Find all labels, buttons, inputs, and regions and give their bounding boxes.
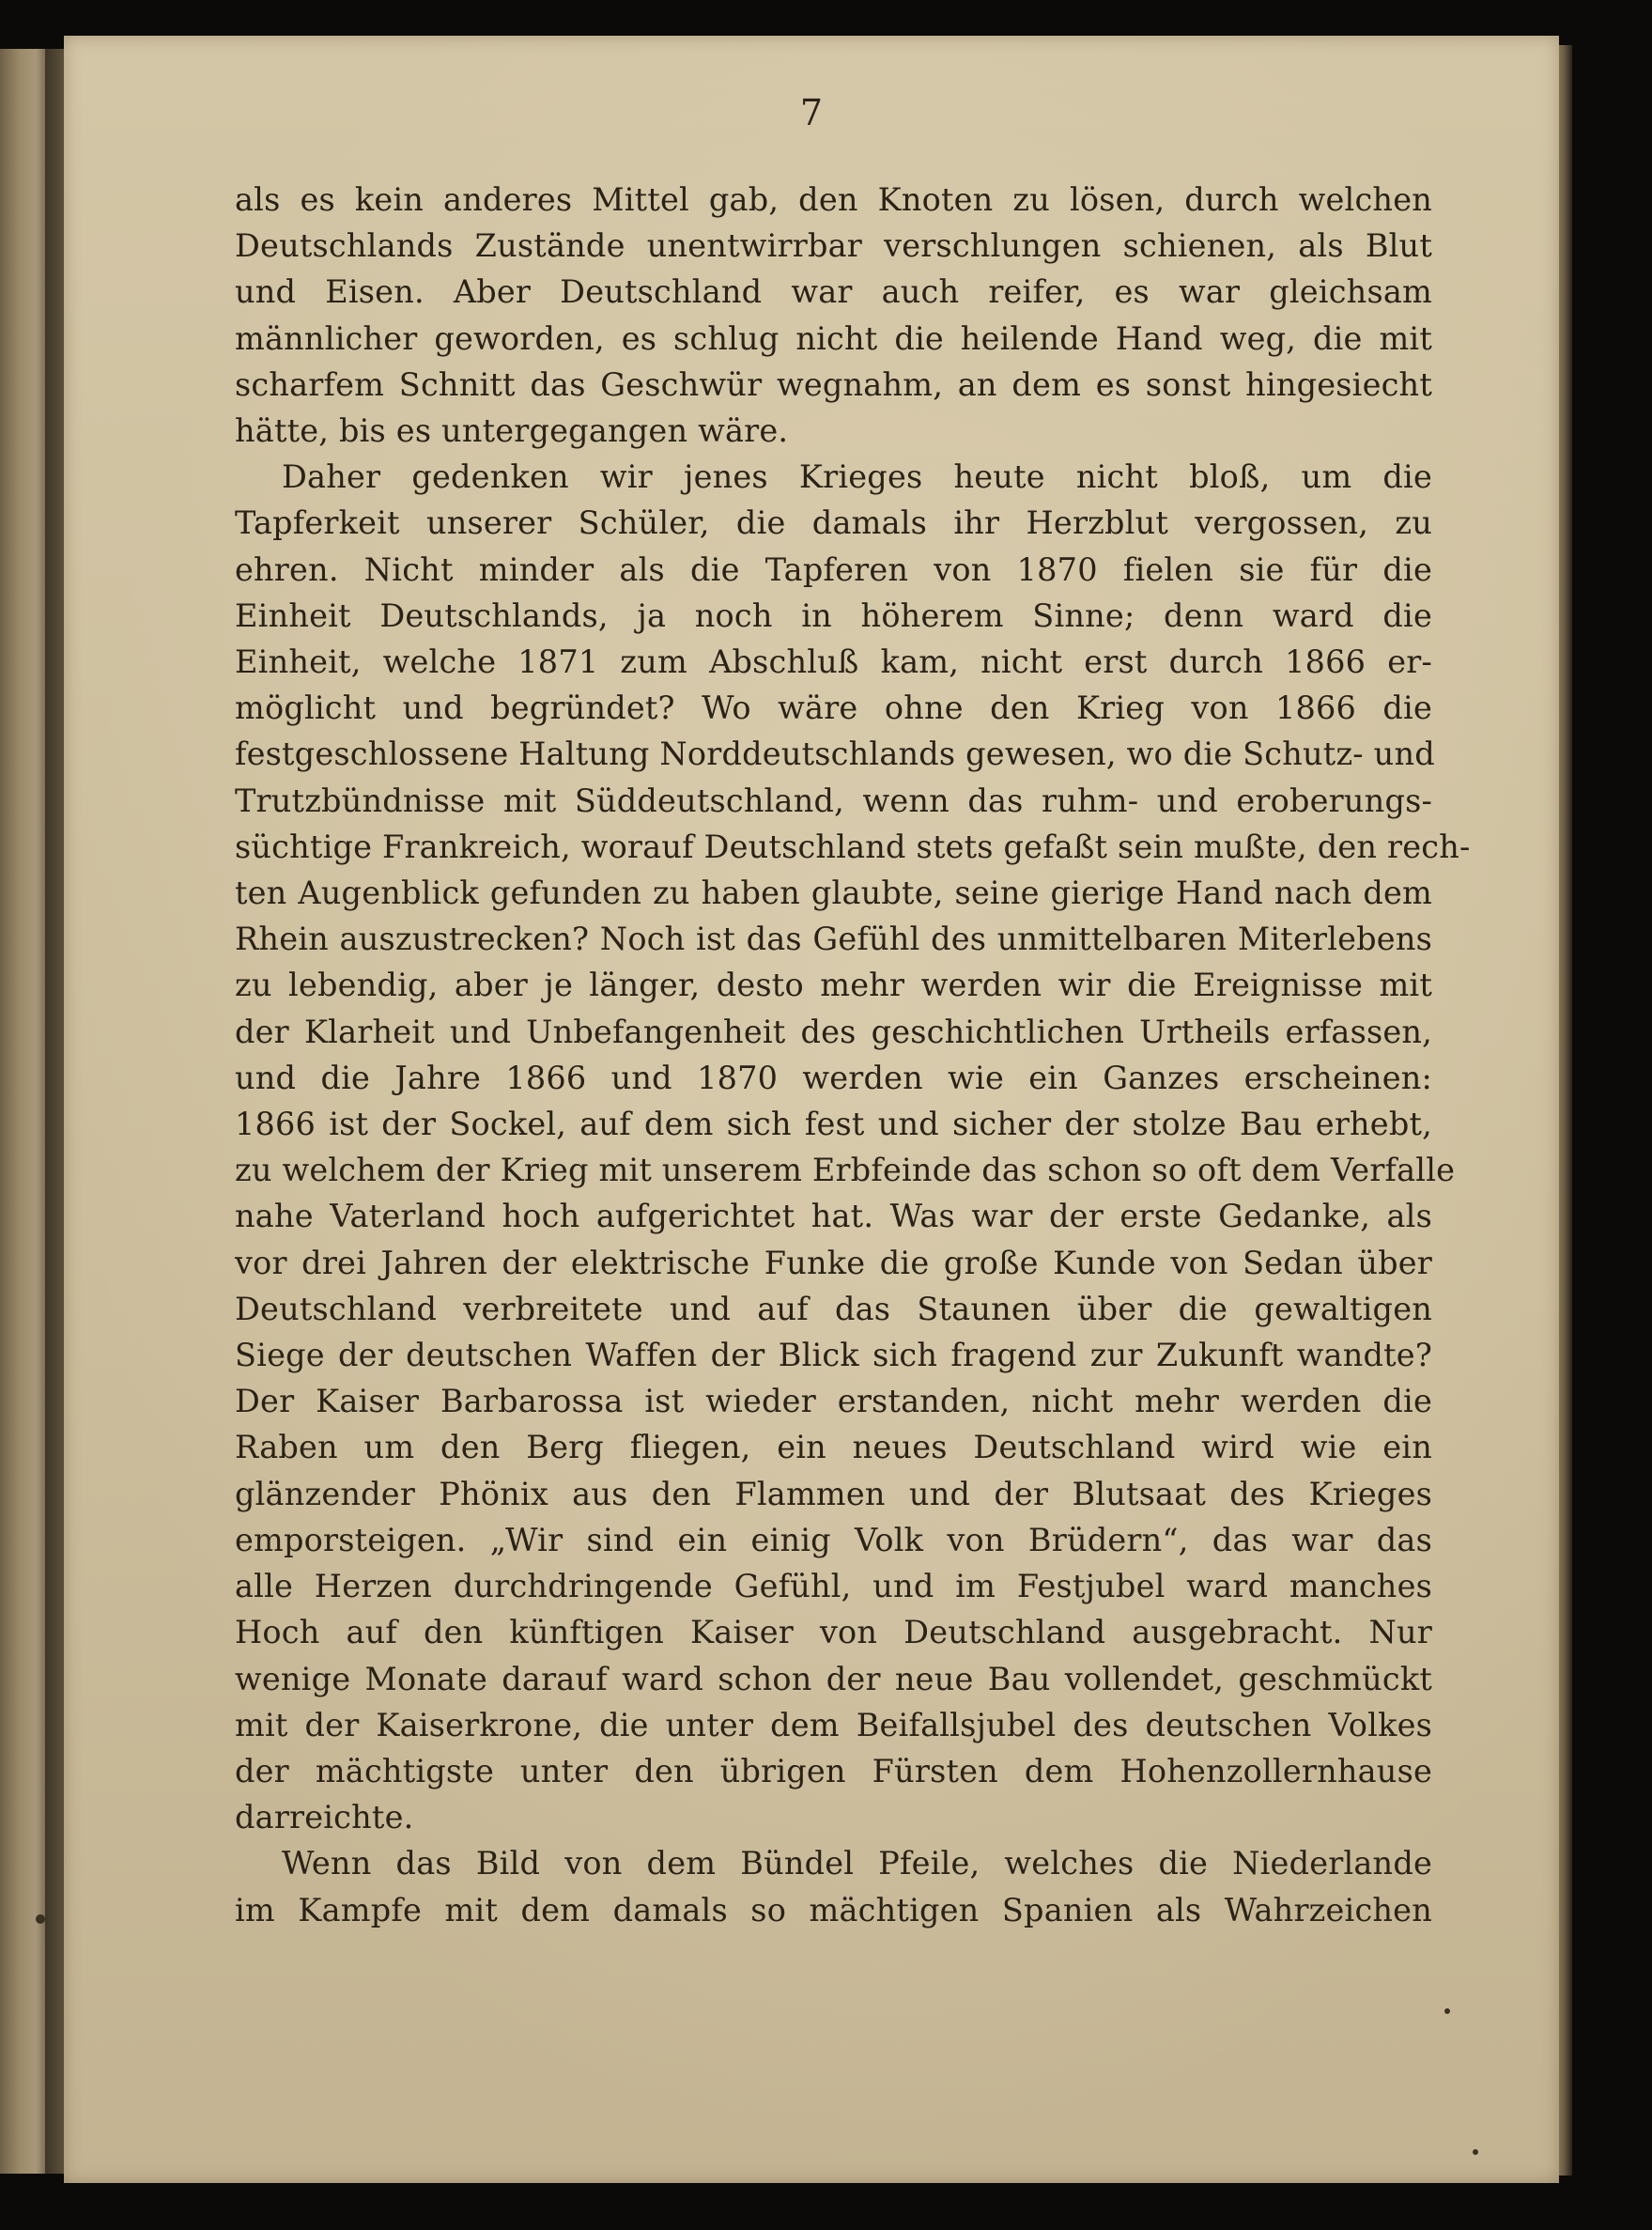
text-line: glänzender Phönix aus den Flammen und der Blutsaat des Krieges [235,1475,1432,1512]
paragraph-start-line: Wenn das Bild von dem Bündel Pfeile, welches die Niederlande [282,1845,1432,1882]
text-line: Deutschland verbreitete und auf das Staunen über die gewaltigen [235,1290,1432,1327]
text-line: vor drei Jahren der elektrische Funke die große Kunde von Sedan über [235,1244,1432,1281]
text-line: 1866 ist der Sockel, auf dem sich fest und sicher der stolze Bau erhebt, [235,1106,1432,1143]
left-page-edge [0,49,47,2174]
text-line: und Eisen. Aber Deutschland war auch reifer, es war gleichsam [235,273,1432,311]
book-page [64,36,1559,2183]
page-number: 7 [799,92,824,133]
text-line: Deutschlands Zustände unentwirrbar verschlungen schienen, als Blut [235,227,1432,265]
text-line: Tapferkeit unserer Schüler, die damals ihr Herzblut vergossen, zu [235,504,1432,542]
text-line: ten Augenblick gefunden zu haben glaubte, seine gierige Hand nach dem [235,875,1432,912]
text-line: nahe Vaterland hoch aufgerichtet hat. Was war der erste Gedanke, als [235,1198,1432,1235]
text-line: ehren. Nicht minder als die Tapferen von 1870 fielen sie für die [235,550,1432,588]
text-line: scharfem Schnitt das Geschwür wegnahm, an dem es sonst hingesiecht [235,365,1432,403]
text-line: und die Jahre 1866 und 1870 werden wie ein Ganzes erscheinen: [235,1059,1432,1096]
text-line: der mächtigste unter den übrigen Fürsten dem Hohenzollernhause [235,1752,1432,1789]
text-line: Rhein auszustrecken? Noch ist das Gefühl des unmittelbaren Miterlebens [235,921,1432,958]
text-line: im Kampfe mit dem damals so mächtigen Spanien als Wahrzeichen [235,1891,1432,1928]
paragraph-start-line: Daher gedenken wir jenes Krieges heute nicht bloß, um die [282,458,1432,496]
text-line: süchtige Frankreich, worauf Deutschland stets gefaßt sein mußte, den rech- [235,828,1471,865]
text-line: zu welchem der Krieg mit unserem Erbfeinde das schon so oft dem Verfalle [235,1152,1456,1189]
paper-blemish [1473,2149,1478,2155]
text-line: Der Kaiser Barbarossa ist wieder erstanden, nicht mehr werden die [235,1383,1432,1420]
text-line: als es kein anderes Mittel gab, den Knoten zu lösen, durch welchen [235,181,1432,218]
text-line: Einheit Deutschlands, ja noch in höherem Sinne; denn ward die [235,596,1432,634]
text-line: männlicher geworden, es schlug nicht die heilende Hand weg, die mit [235,319,1432,357]
body-text [235,177,1471,1933]
text-line: Hoch auf den künftigen Kaiser von Deutschland ausgebracht. Nur [235,1614,1432,1651]
text-line: darreichte. [235,1799,414,1836]
text-line: Trutzbündnisse mit Süddeutschland, wenn das ruhm- und eroberungs- [235,782,1432,819]
book-gutter [45,49,66,2174]
text-line: wenige Monate darauf ward schon der neue Bau vollendet, geschmückt [235,1660,1432,1697]
text-line: hätte, bis es untergegangen wäre. [235,412,789,450]
text-line: Einheit, welche 1871 zum Abschluß kam, nicht erst durch 1866 er- [235,643,1432,681]
text-line: zu lebendig, aber je länger, desto mehr werden wir die Ereignisse mit [235,967,1432,1004]
text-line: emporsteigen. „Wir sind ein einig Volk von Brüdern“, das war das [235,1521,1432,1558]
text-line: alle Herzen durchdringende Gefühl, und im Festjubel ward manches [235,1568,1432,1605]
text-line: möglicht und begründet? Wo wäre ohne den Krieg von 1866 die [235,689,1432,727]
paper-blemish [36,1914,45,1924]
text-line: festgeschlossene Haltung Norddeutschlands gewesen, wo die Schutz- und [235,736,1435,773]
text-line: Raben um den Berg fliegen, ein neues Deutschland wird wie ein [235,1429,1432,1466]
text-line: der Klarheit und Unbefangenheit des geschichtlichen Urtheils erfassen, [235,1013,1432,1050]
text-line: mit der Kaiserkrone, die unter dem Beifallsjubel des deutschen Volkes [235,1706,1432,1743]
text-line: Siege der deutschen Waffen der Blick sich fragend zur Zukunft wandte? [235,1337,1432,1374]
paper-blemish [1444,2008,1450,2014]
